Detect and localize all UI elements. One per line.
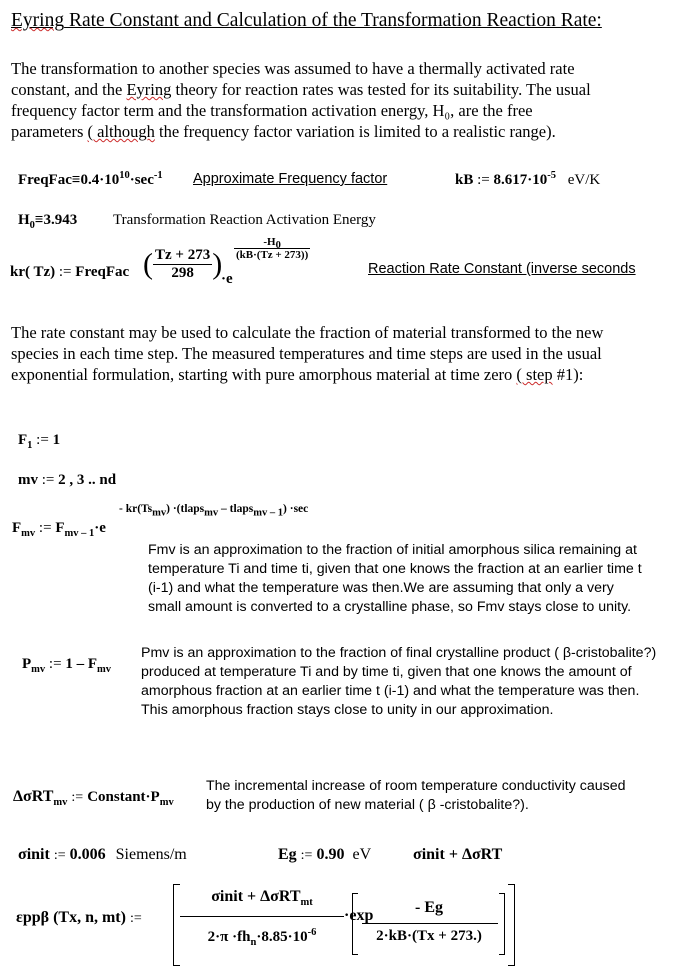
f1-sub: 1 [27, 440, 33, 451]
fmv-rhs-sym: F [55, 520, 65, 536]
sinit-equation [18, 846, 187, 864]
eppb-exp-line [362, 923, 498, 924]
intro-line-4 [11, 121, 671, 142]
eppb-inner-bracket-left [352, 893, 358, 955]
kr-lhs-text: kr( Tz) [10, 264, 56, 280]
fmv-exp-b-sub: mv [204, 507, 219, 519]
kr-exp-num-sym: -H [263, 236, 276, 248]
sinit-value: 0.006 [69, 846, 106, 863]
intro-eyring: Eyring [126, 80, 172, 99]
title-rest: Rate Constant and Calculation of the Transformation Reaction Rate: [64, 10, 602, 31]
kb-assign: := [477, 172, 490, 188]
fmv-exp-a: - kr(Ts [119, 503, 153, 515]
eppb-assign: := [129, 911, 142, 926]
eppb-inner-bracket-right [499, 893, 505, 955]
pmv-sym: P [22, 656, 32, 672]
dsig-note-line-1: The incremental increase of room temperature conductivity caused [206, 778, 626, 794]
f1-assign: := [36, 432, 49, 448]
mv-assign: := [41, 472, 55, 488]
f1-equation [18, 432, 60, 449]
kr-ratio [143, 247, 222, 282]
eppb-den-exp: -6 [307, 927, 317, 938]
intro-line-3: frequency factor term and the transformation activation energy, H₀, are the free [11, 101, 533, 120]
h0-value: 3.943 [43, 212, 78, 228]
kb-value: 8.617·10 [493, 172, 548, 188]
fmv-equation [12, 520, 106, 537]
eg-unit: eV [352, 846, 372, 863]
eppb-den-sub: n [250, 937, 257, 948]
kr-exp-num [234, 236, 310, 252]
intro-l4-post: the frequency factor variation is limited to a realistic range). [154, 122, 556, 141]
h0-sub: 0 [29, 220, 35, 231]
rate-l3-pre: exponential formulation, starting with pure amorphous material at time zero [11, 365, 517, 384]
intro-l4-pre: parameters [11, 122, 88, 141]
freqfac-equation [18, 172, 163, 189]
kr-num: Tz + 273 [155, 247, 211, 263]
rate-line-3 [11, 364, 671, 385]
freqfac-unit: ·sec [129, 172, 154, 188]
kr-den: 298 [153, 264, 212, 282]
h0-sym: H [18, 212, 30, 228]
rate-step: ( step [516, 365, 553, 384]
h0-equation [18, 212, 77, 229]
fmv-exponent [119, 503, 309, 519]
fmv-rhs-sub: mv – 1 [64, 528, 95, 539]
eppb-lhs-text: εppβ (Tx, n, mt) [16, 909, 126, 926]
eppb-bracket-right [508, 884, 515, 966]
kr-exp-num-sub: 0 [275, 240, 281, 252]
dsig-sub: mv [53, 797, 68, 809]
kr-lhs [10, 264, 129, 281]
dsig-sym: ΔσRT [13, 788, 54, 805]
eppb-den-b: ·8.85·10 [256, 929, 308, 945]
fmv-exp-b: ) ·(tlaps [166, 503, 205, 515]
dsig-note [206, 777, 666, 815]
kr-exp-den: (kB·(Tz + 273)) [236, 249, 309, 261]
freqfac-unit-exp: -1 [153, 170, 163, 181]
eg-assign: := [300, 848, 313, 863]
h0-assign: ≡ [34, 212, 44, 228]
f1-value: 1 [52, 432, 61, 448]
eppb-exp-func: ·exp [344, 907, 374, 924]
eppb-exp-num: - Eg [415, 899, 443, 916]
eppb-num-text: σinit + ΔσRT [211, 888, 301, 905]
fmv-note: Fmv is an approximation to the fraction of initial amorphous silica remaining at temperature Ti and time ti, given that one knows the fraction at an earlier time t (i-1) and what the temperature was then.We are assuming that only a very small amount is converted to a crystalline phase, so Fmv stays close to unity. [148, 542, 642, 615]
sigma-sum: σinit + ΔσRT [413, 846, 503, 863]
kr-exp-fraction [234, 236, 310, 261]
kb-equation [455, 172, 600, 189]
pmv-equation [22, 656, 111, 673]
intro-line-2 [11, 79, 671, 100]
freqfac-lhs: FreqFac [18, 172, 72, 188]
kr-paren-close: ) [212, 247, 223, 281]
kr-fraction [153, 247, 212, 282]
eppb-num [182, 888, 342, 909]
mv-lhs: mv [18, 472, 38, 488]
intro-l2-pre: constant, and the [11, 80, 127, 99]
eg-value: 0.90 [316, 846, 345, 863]
fmv-exp-d: ) ·sec [283, 503, 309, 515]
eg-equation [278, 846, 371, 864]
fmv-exp-c: – tlaps [218, 503, 254, 515]
mv-value: 2 , 3 .. nd [58, 472, 117, 488]
fmv-exp-c-sub: mv – 1 [253, 507, 284, 519]
page-title [11, 10, 602, 32]
fmv-exp-a-sub: mv [152, 507, 167, 519]
sinit-assign: := [53, 848, 66, 863]
freqfac-value: 0.4·10 [80, 172, 120, 188]
fmv-sym: F [12, 520, 22, 536]
rate-paragraph [11, 322, 671, 385]
eg-lhs: Eg [278, 846, 297, 863]
intro-although: ( although [87, 122, 155, 141]
f1-sym: F [18, 432, 28, 448]
kr-e: ·e [221, 271, 233, 287]
kr-exponent [234, 236, 310, 261]
pmv-rhs-sub: mv [96, 664, 111, 675]
dsig-rhs: Constant·P [87, 789, 160, 805]
rate-line-1: The rate constant may be used to calculate the fraction of material transformed to the new [11, 323, 604, 342]
fmv-assign: := [38, 520, 52, 536]
kr-paren-open: ( [143, 247, 153, 281]
kb-unit: eV/K [567, 172, 601, 188]
eppb-bracket-left [173, 884, 180, 966]
intro-line-1: The transformation to another species was assumed to have a thermally activated rate [11, 59, 575, 78]
h0-label: Transformation Reaction Activation Energy [113, 212, 376, 228]
eppb-fraction-line [180, 916, 344, 917]
fmv-e: ·e [94, 520, 106, 536]
kr-freqfac: FreqFac [75, 264, 130, 280]
rate-line-2: species in each time step. The measured temperatures and time steps are used in the usual [11, 344, 602, 363]
pmv-assign: := [48, 656, 62, 672]
dsig-note-line-2: by the production of new material ( β -cristobalite?). [206, 797, 529, 813]
freqfac-assign: ≡ [71, 172, 81, 188]
pmv-sub: mv [31, 664, 46, 675]
pmv-note: Pmv is an approximation to the fraction of final crystalline product ( β-cristobalite?) produced at temperature Ti and by time ti, given that one knows the amount of amorphous fraction at an earlier time t (i-1) and what the temperature was then. This amorphous fraction stays close to unity in our approximation. [141, 645, 657, 718]
eppb-den-a: 2·π ·fh [207, 929, 251, 945]
title-eyring: Eyring [11, 10, 65, 31]
dsig-equation [13, 788, 174, 809]
kb-lhs: kB [455, 172, 474, 188]
kb-exp: -5 [547, 170, 557, 181]
kr-label: Reaction Rate Constant (inverse seconds [368, 261, 636, 277]
sinit-unit: Siemens/m [115, 846, 187, 863]
eppb-exp-den: 2·kB·(Tx + 273.) [376, 928, 482, 944]
kr-assign: := [58, 264, 72, 280]
intro-paragraph [11, 58, 671, 142]
fmv-sub: mv [21, 528, 36, 539]
freqfac-exp: 10 [119, 170, 130, 181]
rate-l3-post: #1): [552, 365, 584, 384]
freqfac-label: Approximate Frequency factor [193, 171, 388, 187]
dsig-rhs-sub: mv [159, 797, 174, 809]
mv-range [18, 472, 116, 489]
dsig-assign: := [71, 790, 84, 805]
sinit-lhs: σinit [18, 846, 50, 863]
intro-l2-post: theory for reaction rates was tested for its suitability. The usual [171, 80, 591, 99]
eppb-lhs [16, 909, 142, 927]
pmv-rhs: 1 – F [65, 656, 97, 672]
eppb-num-sub: mt [300, 897, 313, 909]
eppb-den [182, 929, 342, 946]
